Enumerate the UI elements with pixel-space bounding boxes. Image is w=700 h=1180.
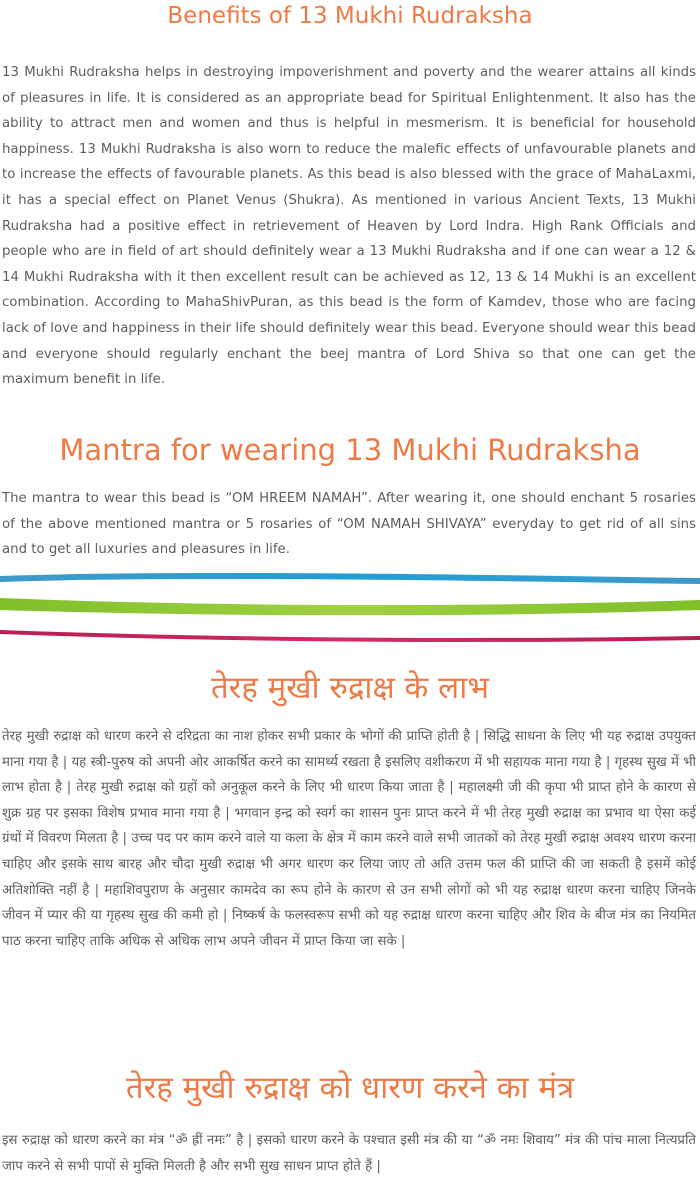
benefits-hi-paragraph: तेरह मुखी रुद्राक्ष को धारण करने से दरिद्रता का नाश होकर सभी प्रकार के भोगों की प्राप्ति होती है | सिद्धि साधना के लिए भी यह रुद्राक्ष उपयुक्त माना गया है | यह स्त्री-पुरुष को अपनी ओर आकर्षित करने का सामर्थ्य रखता है इसलिए वशीकरण में भी सहायक माना गया है | गृहस्थ सुख में भी लाभ होता है | तेरह मुखी रुद्राक्ष को ग्रहों को अनुकूल करने के लिए भी धारण किया जाता है | महालक्ष्मी जी की कृपा भी प्राप्त होने के कारण से शुक्र ग्रह पर इसका विशेष प्रभाव माना गया है | भगवान इन्द्र को स्वर्ग का शासन पुनः प्राप्त करने में भी तेरह मुखी रुद्राक्ष का प्रभाव था ऐसा कई ग्रंथों में विवरण मिलता है | उच्च पद पर काम करने वाले या कला के क्षेत्र में काम करने वाले सभी जातकों को तेरह मुखी रुद्राक्ष अवश्य धारण करना चाहिए और इसके साथ बारह और चौदा मुखी रुद्राक्ष भी अगर धारण कर लिया जाए तो अति उत्तम फल की प्राप्ति की जा सकती है इसमें कोई अतिशोक्ति नहीं है | महाशिवपुराण के अनुसार कामदेव का रूप होने के कारण से उन सभी लोगों को भी यह रुद्राक्ष धारण करना चाहिए जिनके जीवन में प्यार की या गृहस्थ सुख की कमी हो | निष्कर्ष के फलस्वरूप सभी को यह रुद्राक्ष धारण करना चाहिए और शिव के बीज मंत्र का नियमित पाठ करना चाहिए ताकि अधिक से अधिक लाभ अपने जीवन में प्राप्त किया जा सके | <box>2 729 696 949</box>
benefits-en-paragraph: 13 Mukhi Rudraksha helps in destroying impoverishment and poverty and the wearer attains all kinds of pleasures in life. It is considered as an appropriate bead for Spiritual Enlightenment. It also has the ability to attract men and women and thus is helpful in mesmerism. It is beneficial for household happiness. 13 Mukhi Rudraksha is also worn to reduce the malefic effects of unfavourable planets and to increase the effects of favourable planets. As this bead is also blessed with the grace of MahaLaxmi, it has a special effect on Planet Venus (Shukra). As mentioned in various Ancient Texts, 13 Mukhi Rudraksha had a positive effect in retrievement of Heaven by Lord Indra. High Rank Officials and people who are in field of art should definitely wear a 13 Mukhi Rudraksha and if one can wear a 12 & 14 Mukhi Rudraksha with it then excellent result can be achieved as 12, 13 & 14 Mukhi is an excellent combination. According to MahaShivPuran, as this bead is the form of Kamdev, those who are facing lack of love and happiness in their life should definitely wear this bead. Everyone should wear this bead and everyone should regularly enchant the beej mantra of Lord Shiva so that one can get the maximum benefit in life. <box>2 65 696 388</box>
mantra-hi-heading-block <box>0 1064 700 1112</box>
benefits-hi-heading: तेरह मुखी रुद्राक्ष के लाभ <box>210 670 490 706</box>
mantra-en-paragraph: The mantra to wear this bead is “OM HREEM NAMAH”. After wearing it, one should enchant 5 rosaries of the above mentioned mantra or 5 rosaries of “OM NAMAH SHIVAYA” everyday to get rid of all sins and to get all luxuries and pleasures in life. <box>2 491 696 558</box>
wave-divider-graphic <box>0 566 700 646</box>
mantra-en-heading: Mantra for wearing 13 Mukhi Rudraksha <box>59 433 641 467</box>
benefits-en-body-block <box>0 60 700 393</box>
mantra-en-heading-block <box>0 430 700 470</box>
mantra-en-body-block <box>0 486 700 563</box>
benefits-hi-body-block <box>0 724 700 954</box>
benefits-en-heading-block <box>0 0 700 32</box>
decorative-wave-divider <box>0 566 700 646</box>
mantra-hi-paragraph: इस रुद्राक्ष को धारण करने का मंत्र “ॐ ह्रीं नमः” है | इसको धारण करने के पश्चात इसी मंत्र की या “ॐ नमः शिवाय” मंत्र की पांच माला नित्यप्रति जाप करने से सभी पापों से मुक्ति मिलती है और सभी सुख साधन प्राप्त होते हैं | <box>2 1133 696 1174</box>
green-wave <box>0 598 700 615</box>
benefits-hi-heading-block <box>0 664 700 712</box>
mantra-hi-heading: तेरह मुखी रुद्राक्ष को धारण करने का मंत्र <box>125 1070 575 1106</box>
blue-wave <box>0 573 700 584</box>
red-wave <box>0 630 700 642</box>
benefits-en-heading: Benefits of 13 Mukhi Rudraksha <box>167 3 533 29</box>
mantra-hi-body-block <box>0 1128 700 1179</box>
